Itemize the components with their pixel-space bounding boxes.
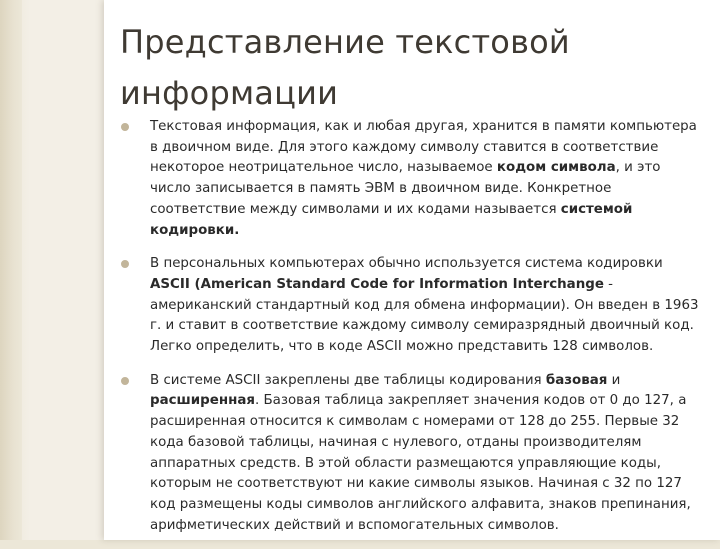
text-segment-bold: ASCII (American Standard Code for Information Interchange: [150, 276, 604, 292]
text-segment: В системе ASCII закреплены две таблицы кодирования: [150, 372, 546, 388]
text-segment-bold: расширенная: [150, 393, 255, 409]
bullet-item: [120, 371, 704, 537]
bullet-dot-icon: [121, 123, 129, 131]
bullet-dot-icon: [121, 260, 129, 268]
bullet-dot-icon: [121, 377, 129, 385]
bullet-item: [120, 117, 704, 241]
text-segment-bold: кодом символа: [496, 160, 616, 176]
bullet-list: [120, 117, 704, 549]
decorative-side-stripe: [0, 0, 22, 540]
text-segment: и: [607, 372, 621, 388]
text-segment-bold: системой кодировки.: [150, 201, 633, 238]
text-segment: , и это число записывается в память ЭВМ в двоичном виде. Конкретное соответствие между символами и их кодами называется: [150, 160, 661, 217]
text-segment: - американский стандартный код для обмена информации). Он введен в 1963 г. и ставит в соответствие каждому символу семиразрядный двоичный код. Легко определить, что в коде ASCII можно представить 128 символов.: [150, 276, 699, 355]
slide: [104, 0, 720, 540]
text-segment: . Базовая таблица закрепляет значения кодов от 0 до 127, а расширенная относится к символам с номерами от 128 до 255. Первые 32 кода базовой таблицы, начиная с нулевого, отданы производителям аппаратных средств. В этой области размещаются управляющие коды, которым не соответствуют ни какие символы языков. Начиная с 32 по 127 код размещены коды символов английского алфавита, знаков препинания, арифметических действий и вспомогательных символов.: [150, 393, 691, 533]
text-segment: В персональных компьютерах обычно используется система кодировки: [150, 256, 663, 272]
text-segment-bold: базовая: [545, 372, 608, 388]
text-segment: Текстовая информация, как и любая другая, хранится в памяти компьютера в двоичном виде. Для этого каждому символу ставится в соответствие некоторое неотрицательное число, называемое: [150, 119, 697, 176]
bullet-item: [120, 254, 704, 358]
slide-title: Представление текстовой информации: [120, 23, 570, 112]
